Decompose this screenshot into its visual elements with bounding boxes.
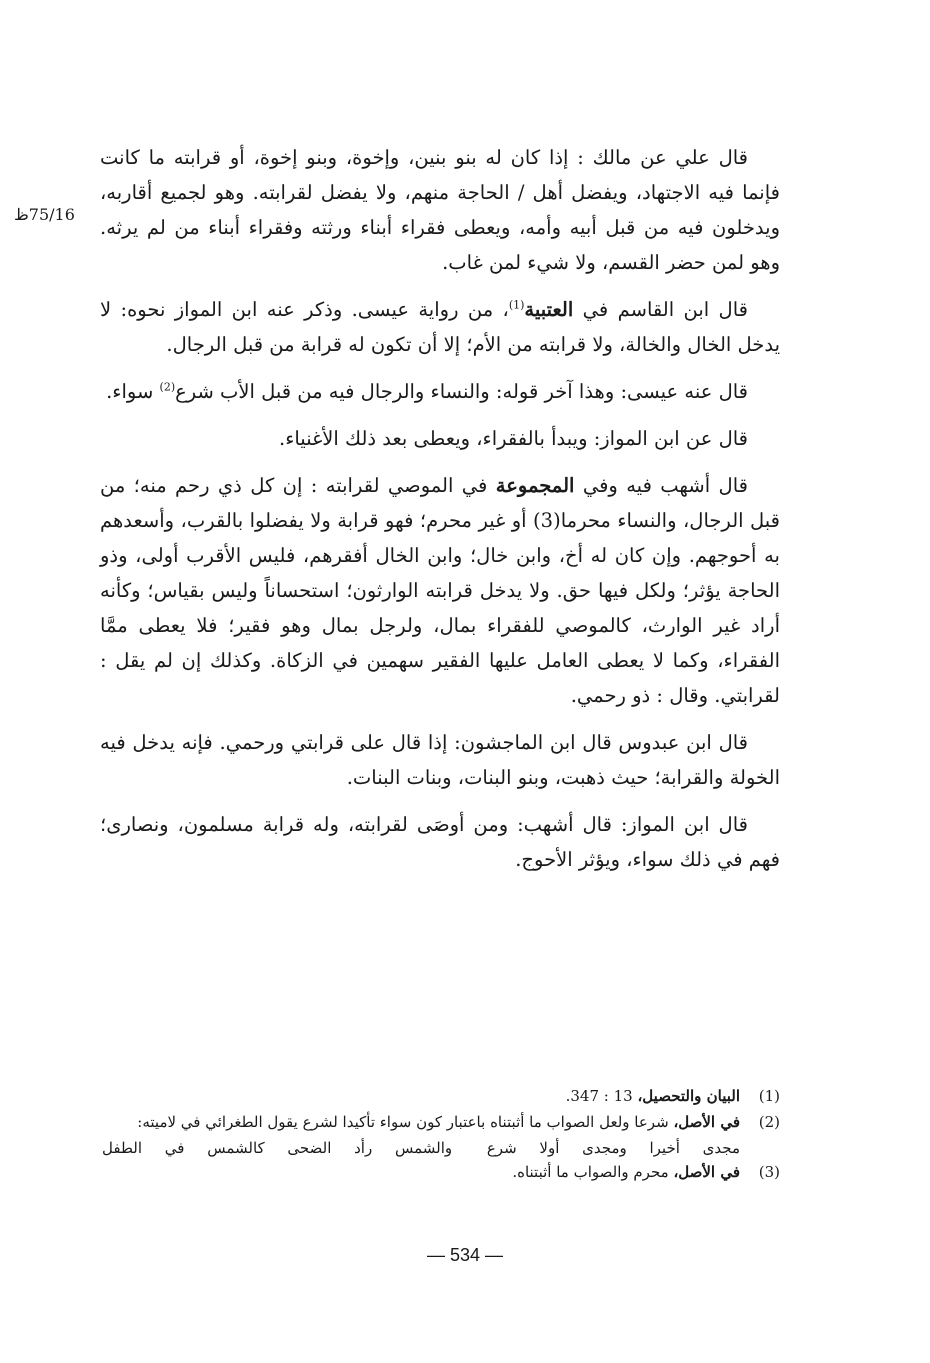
footnote: (3) في الأصل، محرم والصواب ما أثبتناه. bbox=[100, 1160, 780, 1184]
paragraph: قال ابن المواز: قال أشهب: ومن أوصَى لقرابته، وله قرابة مسلمون، ونصارى؛ فهم في ذلك سواء، ويؤثر الأحوج. bbox=[100, 813, 780, 871]
footnote-source: في الأصل، bbox=[673, 1113, 740, 1131]
footnote-source: البيان والتحصيل، bbox=[637, 1087, 740, 1105]
paragraph: قال ابن القاسم في العتبية$^{(1)}$، من رواية عيسى. وذكر عنه ابن المواز نحوه: لا يدخل الخال والخالة، ولا قرابته من الأم؛ إلا أن تكون له قرابة من قبل الرجال. bbox=[100, 298, 780, 356]
main-text bbox=[100, 140, 780, 889]
footnote-number: (2) bbox=[758, 1113, 780, 1131]
paragraph: قال عن ابن المواز: ويبدأ بالفقراء، ويعطى بعد ذلك الأغنياء. bbox=[279, 427, 748, 450]
page-number: — 534 — bbox=[426, 1245, 504, 1265]
footnote-number: (1) bbox=[758, 1087, 780, 1105]
footnote-number: (3) bbox=[758, 1163, 780, 1181]
footnote: (1) البيان والتحصيل، 13 : 347. bbox=[100, 1084, 780, 1108]
footnote-mark[interactable]: (2) bbox=[159, 380, 176, 394]
verse-second-hemistich: والشمس رأد الضحى كالشمس في الطفل bbox=[102, 1139, 453, 1157]
paragraph: قال ابن عبدوس قال ابن الماجشون: إذا قال على قرابتي ورحمي. فإنه يدخل فيه الخولة والقرابة؛ حيث ذهبت، وبنو البنات، وبنات البنات. bbox=[100, 731, 780, 789]
verse-first-hemistich: مجدى أخيرا ومجدى أولا شرع bbox=[486, 1139, 740, 1157]
footnote-source: في الأصل، bbox=[673, 1163, 740, 1181]
folio-reference: 75/16ظ bbox=[14, 205, 75, 224]
paragraph: قال عنه عيسى: وهذا آخر قوله: والنساء والرجال فيه من قبل الأب شرع$^{(2)}$ سواء. bbox=[106, 380, 748, 403]
poetry-verse bbox=[100, 1136, 780, 1160]
footnote: (2) في الأصل، شرعا ولعل الصواب ما أثبتناه باعتبار كون سواء تأكيدا لشرع يقول الطغرائي في لاميته: bbox=[100, 1110, 780, 1134]
book-title: العتبية bbox=[524, 298, 574, 321]
footnote-mark[interactable]: (1) bbox=[508, 298, 525, 312]
book-title: المجموعة bbox=[495, 474, 575, 497]
paragraph: قال علي عن مالك : إذا كان له بنو بنين، وإخوة، وبنو إخوة، أو قرابته ما كانت فإنما فيه الاجتهاد، ويفضل أهل / الحاجة منهم، ولا يفضل لقرابته. وهو لجميع أقاربه، ويدخلون فيه من قبل أبيه وأمه، ويعطى فقراء أبناء ورثته وفقراء أبناء من لم يرثه. وهو لمن حضر القسم، ولا شيء لمن غاب. bbox=[100, 146, 780, 274]
footnotes bbox=[100, 1084, 780, 1186]
paragraph: قال أشهب فيه وفي المجموعة في الموصي لقرابته : إن كل ذي رحم منه؛ من قبل الرجال، والنساء محرما(3) أو غير محرم؛ فهو قرابة ولا يفضلوا بالقرب، وأسعدهم به أحوجهم. وإن كان له أخ، وابن خال؛ وابن الخال أفقرهم، فليس الأقرب أولى، وذو الحاجة يؤثر؛ ولكل فيها حق. ولا يدخل قرابته الوارثون؛ استحساناً وليس بقياس؛ وكأنه أراد غير الوارث، كالموصي للفقراء بمال، ولرجل بمال وهو فقير؛ فلا يعطى ممَّا الفقراء، وكما لا يعطى العامل عليها الفقير سهمين في الزكاة. وكذلك إن لم يقل : لقرابتي. وقال : ذو رحمي. bbox=[100, 474, 780, 707]
